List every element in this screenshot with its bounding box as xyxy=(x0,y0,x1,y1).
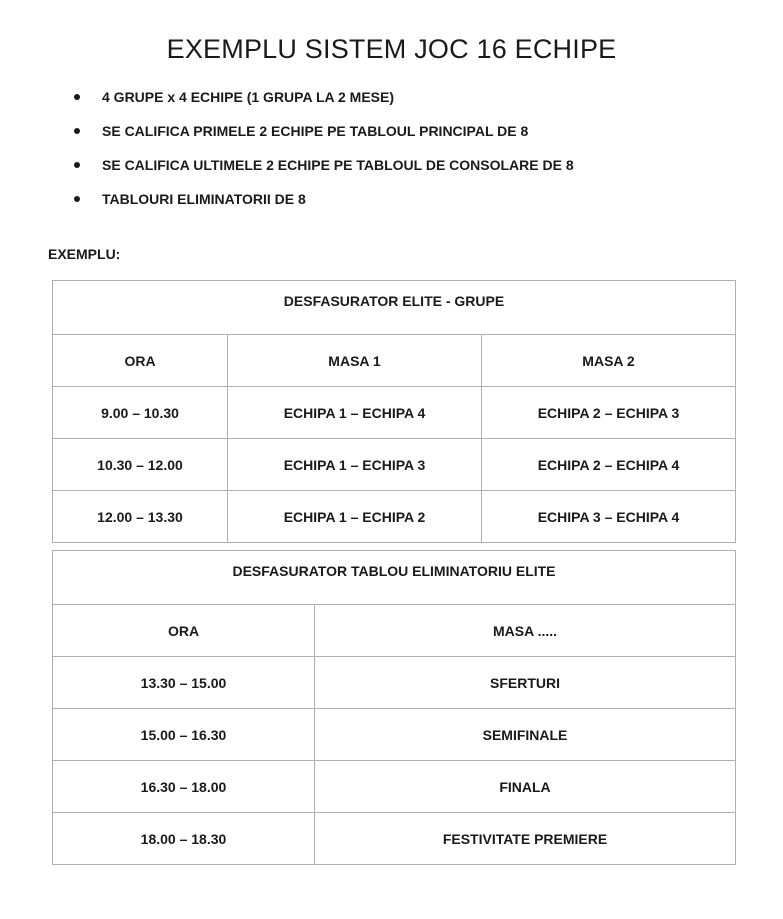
match-cell: ECHIPA 2 – ECHIPA 3 xyxy=(482,387,736,439)
column-header: MASA 1 xyxy=(228,335,482,387)
bullet-icon xyxy=(74,94,80,100)
match-cell: ECHIPA 1 – ECHIPA 2 xyxy=(228,491,482,543)
time-cell: 9.00 – 10.30 xyxy=(53,387,228,439)
list-item-text: SE CALIFICA ULTIMELE 2 ECHIPE PE TABLOUL DE CONSOLARE DE 8 xyxy=(102,157,574,173)
table-title: DESFASURATOR TABLOU ELIMINATORIU ELITE xyxy=(53,551,736,605)
stage-cell: FESTIVITATE PREMIERE xyxy=(315,813,736,865)
time-cell: 12.00 – 13.30 xyxy=(53,491,228,543)
table-row xyxy=(53,491,736,543)
bullet-icon xyxy=(74,196,80,202)
time-cell: 10.30 – 12.00 xyxy=(53,439,228,491)
table-header-row xyxy=(53,335,736,387)
match-cell: ECHIPA 2 – ECHIPA 4 xyxy=(482,439,736,491)
list-item xyxy=(72,188,574,222)
table-row xyxy=(53,387,736,439)
table-row xyxy=(53,813,736,865)
stage-cell: FINALA xyxy=(315,761,736,813)
elimination-schedule-table xyxy=(52,550,736,865)
table-row xyxy=(53,761,736,813)
time-cell: 18.00 – 18.30 xyxy=(53,813,315,865)
table-row xyxy=(53,657,736,709)
page-title: EXEMPLU SISTEM JOC 16 ECHIPE xyxy=(166,34,617,64)
example-label: EXEMPLU: xyxy=(48,246,121,262)
list-item-text: TABLOURI ELIMINATORII DE 8 xyxy=(102,191,306,207)
groups-schedule-table xyxy=(52,280,736,543)
table-row xyxy=(53,709,736,761)
table-row xyxy=(53,439,736,491)
stage-cell: SEMIFINALE xyxy=(315,709,736,761)
time-cell: 16.30 – 18.00 xyxy=(53,761,315,813)
column-header: MASA 2 xyxy=(482,335,736,387)
stage-cell: SFERTURI xyxy=(315,657,736,709)
column-header: ORA xyxy=(53,605,315,657)
table-title-row xyxy=(53,281,736,335)
table-header-row xyxy=(53,605,736,657)
rules-list xyxy=(72,86,574,222)
table-title: DESFASURATOR ELITE - GRUPE xyxy=(53,281,736,335)
table-title-row xyxy=(53,551,736,605)
list-item-text: 4 GRUPE x 4 ECHIPE (1 GRUPA LA 2 MESE) xyxy=(102,89,394,105)
time-cell: 13.30 – 15.00 xyxy=(53,657,315,709)
list-item xyxy=(72,86,574,120)
list-item xyxy=(72,154,574,188)
time-cell: 15.00 – 16.30 xyxy=(53,709,315,761)
column-header: ORA xyxy=(53,335,228,387)
match-cell: ECHIPA 1 – ECHIPA 4 xyxy=(228,387,482,439)
list-item xyxy=(72,120,574,154)
column-header: MASA ..... xyxy=(315,605,736,657)
match-cell: ECHIPA 1 – ECHIPA 3 xyxy=(228,439,482,491)
bullet-icon xyxy=(74,162,80,168)
list-item-text: SE CALIFICA PRIMELE 2 ECHIPE PE TABLOUL PRINCIPAL DE 8 xyxy=(102,123,529,139)
bullet-icon xyxy=(74,128,80,134)
match-cell: ECHIPA 3 – ECHIPA 4 xyxy=(482,491,736,543)
